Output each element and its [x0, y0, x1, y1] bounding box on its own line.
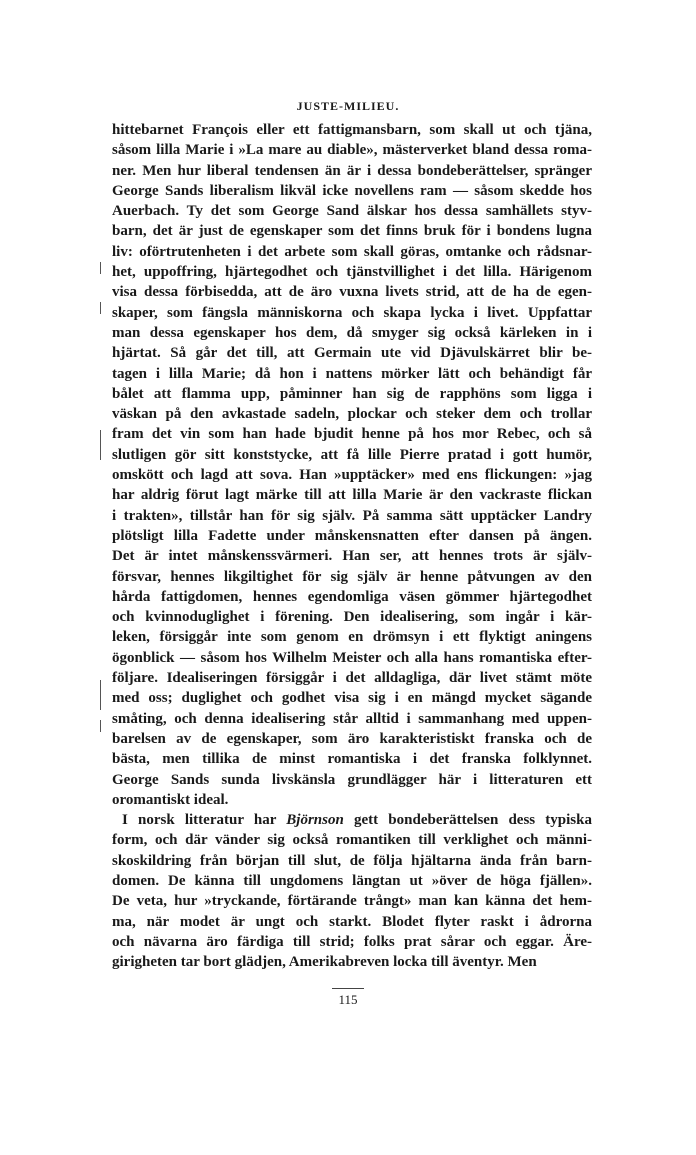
margin-mark — [100, 302, 101, 314]
text-line: försvar, hennes likgiltighet för sig själv är henne påtvungen av den — [112, 568, 592, 585]
text-line: skaper, som fängsla människorna och skapa lycka i livet. Uppfattar — [112, 304, 592, 321]
text-line: ma, när modet är ungt och starkt. Blodet flyter raskt i ådrorna — [112, 913, 592, 930]
text-line: barelsen av de egenskaper, som äro karakteristiskt franska och de — [112, 730, 592, 747]
text-line: väskan på den avkastade sadeln, plockar och steker dem och trollar — [112, 406, 592, 423]
text-line: fram det vin som han hade bjudit henne på hos mor Rebec, och så — [112, 426, 592, 443]
text-line: småting, och denna idealisering står alltid i sammanhang med uppen- — [112, 710, 592, 727]
margin-mark — [100, 430, 101, 460]
margin-mark — [100, 720, 101, 732]
text-line: form, och där vänder sig också romantiken till verklighet och männi- — [112, 832, 592, 849]
margin-mark — [100, 680, 101, 710]
text-line: slutligen gör sitt konststycke, att få lille Pierre pratad i gott humör, — [112, 446, 592, 463]
paragraph-1 — [112, 120, 592, 810]
text-line: George Sands sunda livskänsla grundlägger här i litteraturen ett — [112, 771, 592, 788]
text-line: följare. Idealiseringen försiggår i det alldagliga, där livet stämt möte — [112, 670, 592, 687]
text-line: skoskildring från början till slut, de följa hjältarna ända från barn- — [112, 852, 592, 869]
page-number: 115 — [338, 992, 358, 1007]
text-line: liv: oförtrutenheten i det arbete som skall göras, omtanke och rådsnar- — [112, 243, 592, 260]
text-line: med oss; duglighet och godhet visa sig i en mängd mycket sägande — [112, 690, 592, 707]
text-line: Auerbach. Ty det som George Sand älskar hos dessa samhällets styv- — [112, 203, 592, 220]
text-line: såsom lilla Marie i »La mare au diable», mästerverket bland dessa roma- — [112, 142, 592, 159]
text-line: bästa, men tillika de minst romantiska i det franska folklynnet. — [112, 751, 592, 768]
text-line: ner. Men hur liberal tendensen än är i dessa bondeberättelser, spränger — [112, 162, 592, 179]
body-text — [112, 120, 592, 972]
text-line: bålet att flamma upp, påminner han sig de rapphöns som ligga i — [112, 385, 592, 402]
text-line: hittebarnet François eller ett fattigmansbarn, som skall ut och tjäna, — [112, 122, 592, 138]
text-line: plötsligt lilla Fadette under månskensnatten efter dansen på ängen. — [112, 527, 592, 544]
text-line: girigheten tar bort glädjen, Amerikabreven locka till äventyr. Men — [112, 954, 537, 971]
paragraph-2 — [112, 810, 592, 972]
text-line: Det är intet månskenssvärmeri. Han ser, att hennes trots är själv- — [112, 548, 592, 565]
text-line: het, uppoffring, hjärtegodhet och tjänstvillighet i det lilla. Härigenom — [112, 264, 592, 281]
running-title: JUSTE-MILIEU. — [296, 99, 400, 113]
text-line: har aldrig förut lagt märke till att lilla Marie är den vackraste flickan — [112, 487, 592, 504]
text-line: I norsk litteratur har Björnson gett bondeberättelsen dess typiska — [122, 812, 592, 829]
text-line: domen. De känna till ungdomens längtan ut »över de höga fjällen». — [112, 872, 592, 889]
text-line: barn, det är just de egenskaper som det finns bruk för i bondens lugna — [112, 223, 592, 240]
text-line: hjärtat. Så går det till, att Germain ute vid Djävulskärret blir be- — [112, 345, 592, 362]
text-line: omskött och lagd att sova. Han »upptäcker» med ens flickungen: »jag — [112, 467, 592, 484]
text-line: leken, försiggår inte som genom en drömsyn i ett flyktigt aningens — [112, 629, 592, 646]
margin-mark — [100, 262, 101, 274]
text-line: man dessa egenskaper hos dem, då smyger sig också kärleken in i — [112, 324, 592, 341]
text-line: och nävarna äro färdiga till strid; folks prat sårar och eggar. Äre- — [112, 933, 592, 950]
text-line: hårda fattigdomen, hennes egendomliga väsen gömmer hjärtegodhet — [112, 588, 592, 605]
page-number-rule — [332, 988, 364, 989]
text-line: visa dessa förbisedda, att de äro vuxna livets strid, att de ha de egen- — [112, 284, 592, 301]
text-line: tagen i lilla Marie; då hon i nattens mörker lätt och behändigt får — [112, 365, 592, 382]
text-line: De veta, hur »tryckande, förtärande trångt» man kan känna det hem- — [112, 893, 592, 910]
text-line: och kvinnoduglighet i förening. Den idealisering, som ingår i kär- — [112, 609, 592, 626]
text-line: oromantiskt ideal. — [112, 791, 229, 808]
text-line: ögonblick — såsom hos Wilhelm Meister och alla hans romantiska efter- — [112, 649, 592, 666]
text-line: George Sands liberalism likväl icke novellens ram — såsom skedde hos — [112, 182, 592, 199]
text-line: i trakten», tillstår han för sig själv. På samma sätt upptäcker Landry — [112, 507, 592, 524]
